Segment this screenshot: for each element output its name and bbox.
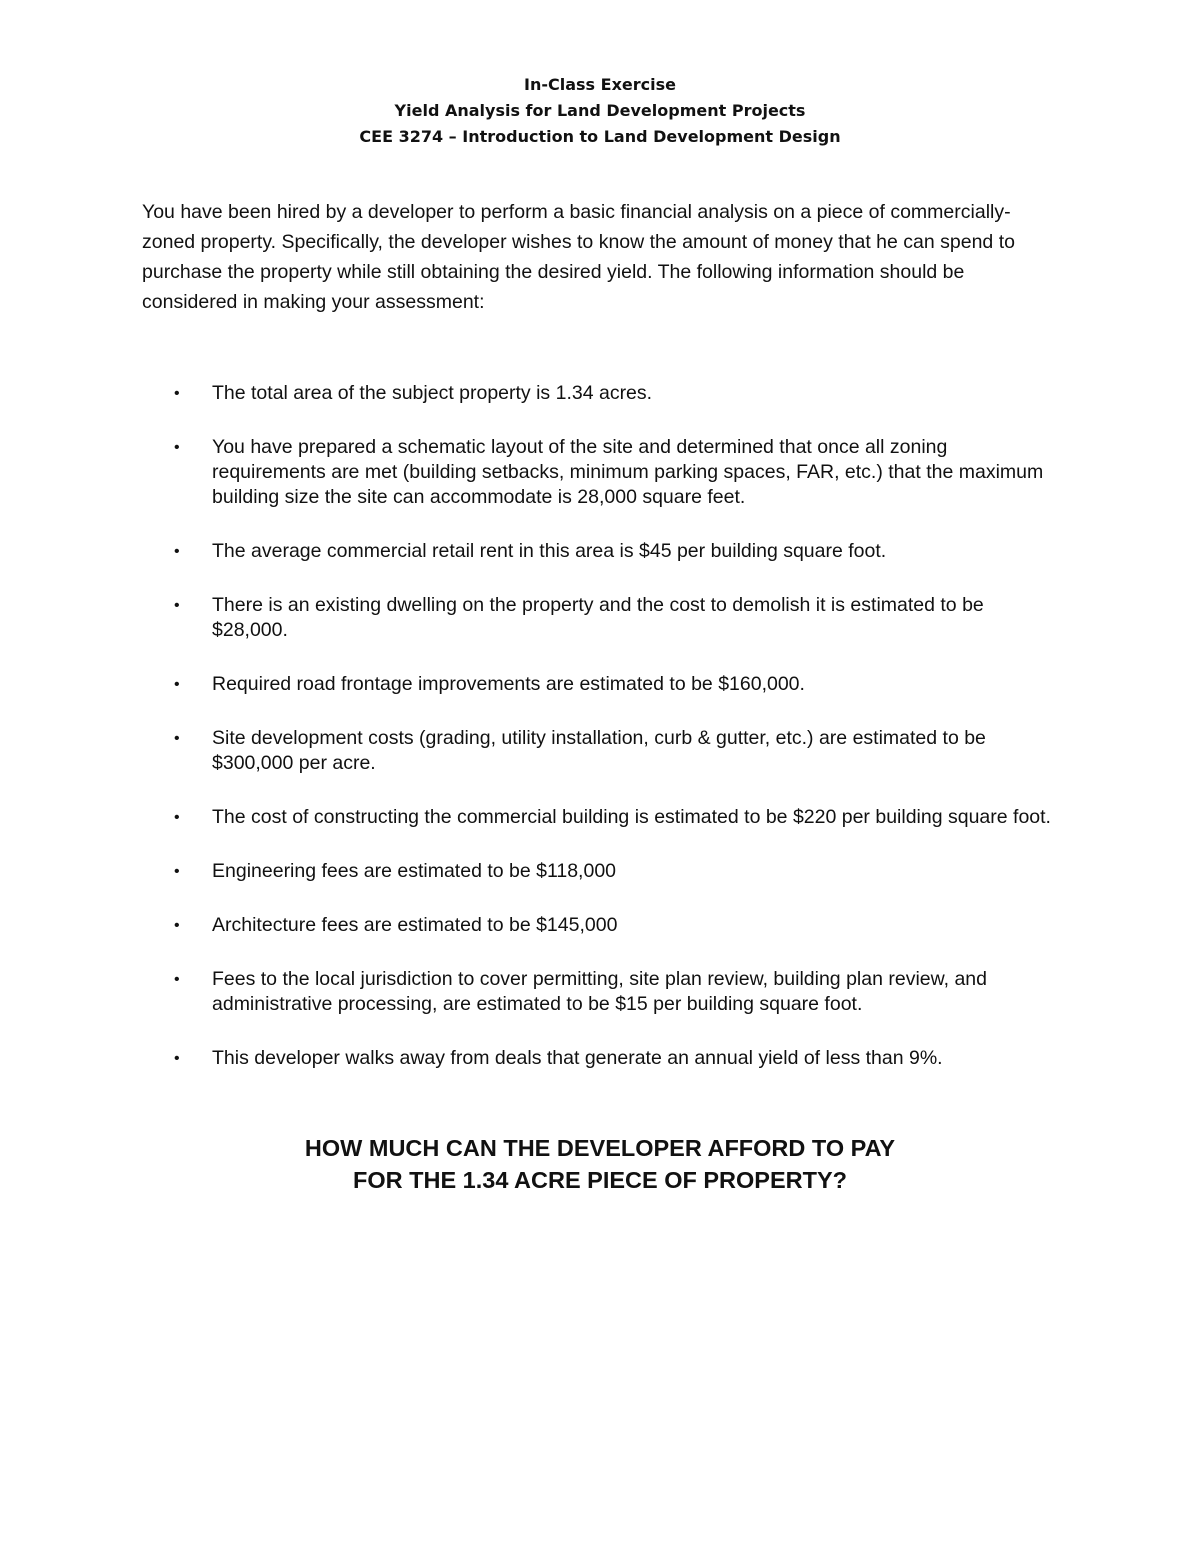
fact-item [142,435,1062,510]
fact-text: Site development costs (grading, utility installation, curb & gutter, etc.) are estimated to be $300,000 per acre. [212,727,986,774]
bullet-icon: • [174,809,180,826]
bullet-icon: • [174,385,180,402]
bullet-icon: • [174,730,180,747]
bullet-icon: • [174,597,180,614]
fact-item [142,672,1062,697]
facts-list [142,381,1062,1100]
fact-item [142,726,1062,776]
header-exercise-title: Yield Analysis for Land Development Projects [394,101,806,120]
closing-question [0,1132,1200,1196]
header-course-title: CEE 3274 – Introduction to Land Development Design [359,127,841,146]
fact-item [142,913,1062,938]
fact-text: There is an existing dwelling on the property and the cost to demolish it is estimated to be $28,000. [212,594,984,641]
bullet-icon: • [174,543,180,560]
fact-item [142,859,1062,884]
bullet-icon: • [174,971,180,988]
fact-item [142,805,1062,830]
bullet-icon: • [174,676,180,693]
fact-text: You have prepared a schematic layout of the site and determined that once all zoning requirements are met (building setbacks, minimum parking spaces, FAR, etc.) that the maximum building size the site can accommodate is 28,000 square feet. [212,436,1044,508]
fact-item [142,381,1062,406]
bullet-icon: • [174,917,180,934]
intro-paragraph: You have been hired by a developer to perform a basic financial analysis on a piece of commercially-zoned property. Specifically, the developer wishes to know the amount of money that he can spend to purchase the property while still obtaining the desired yield. The following information should be considered in making your assessment: [142,201,1015,313]
fact-text: Required road frontage improvements are estimated to be $160,000. [212,673,805,695]
bullet-icon: • [174,439,180,456]
bullet-icon: • [174,863,180,880]
fact-text: Architecture fees are estimated to be $145,000 [212,914,618,936]
header-exercise-type: In-Class Exercise [524,75,676,94]
bullet-icon: • [174,1050,180,1067]
fact-item [142,593,1062,643]
fact-text: The total area of the subject property is 1.34 acres. [212,382,653,404]
fact-text: The cost of constructing the commercial building is estimated to be $220 per building square foot. [212,806,1051,828]
fact-item [142,539,1062,564]
fact-item [142,967,1062,1017]
fact-text: Fees to the local jurisdiction to cover permitting, site plan review, building plan review, and administrative processing, are estimated to be $15 per building square foot. [212,968,987,1015]
question-line-2: FOR THE 1.34 ACRE PIECE OF PROPERTY? [352,1167,848,1193]
fact-text: This developer walks away from deals that generate an annual yield of less than 9%. [212,1047,943,1069]
fact-text: The average commercial retail rent in this area is $45 per building square foot. [212,540,887,562]
fact-item [142,1046,1062,1071]
fact-text: Engineering fees are estimated to be $118,000 [212,860,617,882]
document-header [0,72,1200,150]
question-line-1: HOW MUCH CAN THE DEVELOPER AFFORD TO PAY [304,1135,896,1161]
